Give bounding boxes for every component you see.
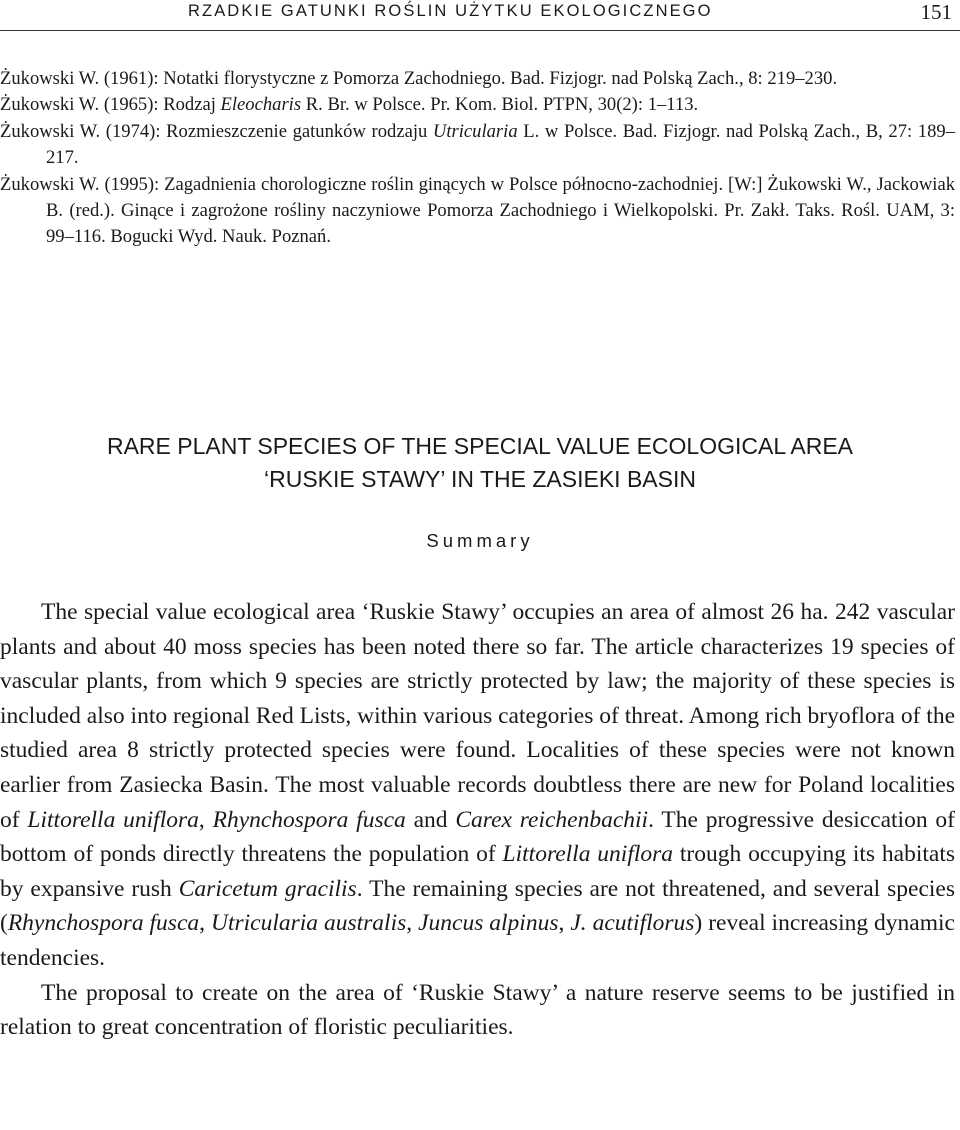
reference-text: L. w Polsce. Bad. Fizjogr. nad Polską Zach., B, 27: 189–217. bbox=[46, 120, 955, 169]
species-name: Rhynchospora fusca bbox=[7, 910, 200, 937]
species-name: Rhynchospora fusca bbox=[212, 806, 406, 833]
species-name: J. acutiflorus bbox=[570, 910, 695, 937]
running-title: RZADKIE GATUNKI ROŚLIN UŻYTKU EKOLOGICZNEGO bbox=[188, 2, 713, 20]
reference-list bbox=[0, 66, 955, 251]
summary-paragraph: The proposal to create on the area of ‘Ruskie Stawy’ a nature reserve seems to be justified in relation to great concentration of floristic peculiarities. bbox=[0, 979, 955, 1041]
summary-paragraph bbox=[0, 595, 955, 976]
species-name: Littorella uniflora bbox=[27, 806, 199, 833]
summary-text: . The progressive desiccation of bottom of ponds directly threatens the population of bbox=[0, 806, 955, 868]
summary-text: trough occupying its habitats by expansive rush bbox=[0, 841, 955, 902]
genus-name: Utricularia bbox=[432, 120, 518, 142]
species-name: Juncus alpinus bbox=[418, 910, 559, 937]
species-name: Caricetum gracilis bbox=[178, 875, 357, 902]
summary-body bbox=[0, 595, 955, 1045]
reference-item bbox=[0, 119, 955, 172]
genus-name: Eleocharis bbox=[220, 94, 302, 116]
reference-text: Żukowski W. (1965): Rodzaj bbox=[0, 94, 221, 116]
reference-text: Żukowski W. (1961): Notatki florystyczne z Pomorza Zachodniego. Bad. Fizjogr. nad Polską Zach., 8: 219–230. bbox=[0, 68, 838, 89]
english-title-line: RARE PLANT SPECIES OF THE SPECIAL VALUE ECOLOGICAL AREA bbox=[106, 433, 854, 459]
english-title-line: ‘RUSKIE STAWY’ IN THE ZASIEKI BASIN bbox=[264, 466, 696, 492]
summary-text: ) reveal increasing dynamic tendencies. bbox=[0, 910, 955, 971]
species-name: Littorella uniflora bbox=[502, 841, 674, 868]
summary-text: , bbox=[198, 806, 213, 833]
summary-heading: Summary bbox=[426, 530, 534, 551]
summary-text: The special value ecological area ‘Ruskie Stawy’ occupies an area of almost 26 ha. 242 vascular plants and about 40 moss species has been noted there so far. The article characterizes 19 species of vascular plants, from which 9 species are strictly protected by law; the majority of these species is included also into regional Red Lists, within various categories of threat. Among rich bryoflora of the studied area 8 strictly protected species were found. Localities of these species were not known earlier from Zasiecka Basin. The most valuable records doubtless there are new for Poland localities of bbox=[0, 599, 955, 833]
reference-text: Żukowski W. (1974): Rozmieszczenie gatunków rodzaju bbox=[0, 120, 433, 142]
page-number: 151 bbox=[920, 0, 952, 24]
reference-item bbox=[0, 66, 955, 92]
species-name: Utricularia australis bbox=[210, 910, 407, 937]
species-name: Carex reichenbachii bbox=[455, 806, 649, 833]
summary-text: . The remaining species are not threatened, and several species ( bbox=[0, 875, 955, 937]
reference-text: Żukowski W. (1995): Zagadnienia chorologiczne roślin ginących w Polsce północno-zachodniej. [W:] Żukowski W., Jackowiak B. (red.). Ginące i zagrożone rośliny naczyniowe Pomorza Zachodniego i Wielkopolski. Pr. Zakł. Taks. Rośl. UAM, 3: 99–116. Bogucki Wyd. Nauk. Poznań. bbox=[0, 173, 955, 248]
summary-text: , bbox=[199, 910, 211, 937]
summary-text: and bbox=[405, 806, 456, 833]
reference-text: R. Br. w Polsce. Pr. Kom. Biol. PTPN, 30(2): 1–113. bbox=[301, 94, 699, 116]
reference-item bbox=[0, 92, 955, 118]
summary-text: , bbox=[406, 910, 419, 937]
reference-item bbox=[0, 172, 955, 251]
english-title bbox=[0, 430, 960, 496]
running-header bbox=[0, 0, 960, 31]
summary-text: , bbox=[558, 910, 571, 937]
